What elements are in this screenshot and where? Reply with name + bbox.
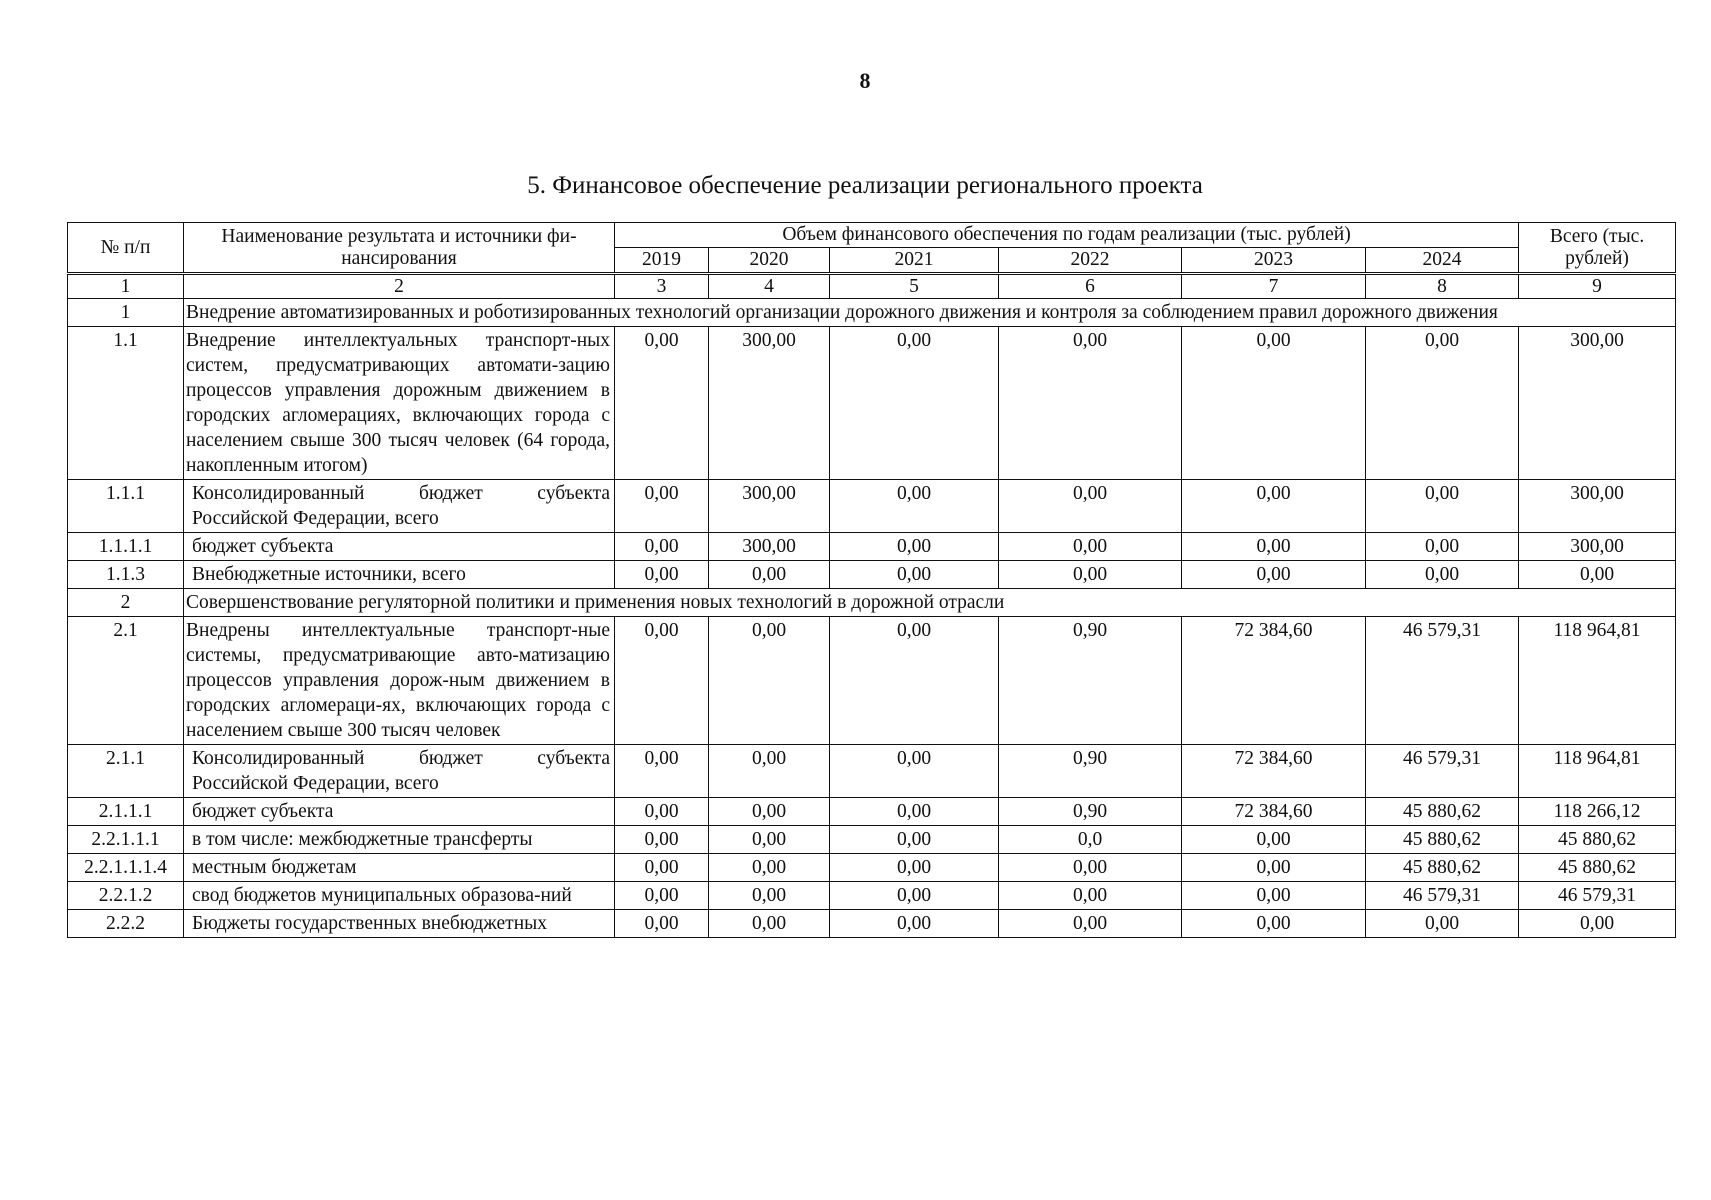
table-body <box>68 274 1676 938</box>
row-number: 2.2.1.1.1 <box>68 826 184 854</box>
row-value: 0,00 <box>999 533 1182 561</box>
column-number: 5 <box>830 274 999 299</box>
row-total: 0,00 <box>1519 910 1676 938</box>
row-value: 0,00 <box>1366 327 1519 480</box>
row-value: 0,00 <box>999 480 1182 533</box>
row-name: в том числе: межбюджетные трансферты <box>184 826 615 854</box>
row-total: 118 964,81 <box>1519 617 1676 745</box>
row-value: 0,00 <box>615 480 709 533</box>
row-value: 0,00 <box>999 910 1182 938</box>
row-value: 0,00 <box>830 826 999 854</box>
table-row <box>68 854 1676 882</box>
table-row <box>68 480 1676 533</box>
row-value: 46 579,31 <box>1366 617 1519 745</box>
row-number: 1.1.1.1 <box>68 533 184 561</box>
column-number: 8 <box>1366 274 1519 299</box>
row-value: 0,00 <box>830 745 999 798</box>
row-value: 0,00 <box>615 882 709 910</box>
row-value: 0,00 <box>830 327 999 480</box>
header-name: Наименование результата и источники фи-нансирования <box>184 223 615 274</box>
section-title: Внедрение автоматизированных и роботизированных технологий организации дорожного движения и контроля за соблюдением правил дорожного движения <box>184 299 1676 327</box>
page-number: 8 <box>859 68 871 93</box>
row-total: 46 579,31 <box>1519 882 1676 910</box>
header-year: 2021 <box>830 248 999 274</box>
row-value: 0,00 <box>999 882 1182 910</box>
table-row <box>68 826 1676 854</box>
row-value: 0,00 <box>709 910 830 938</box>
table-row <box>68 745 1676 798</box>
row-value: 300,00 <box>709 533 830 561</box>
column-number: 2 <box>184 274 615 299</box>
row-name: свод бюджетов муниципальных образова-ний <box>184 882 615 910</box>
row-value: 0,00 <box>709 854 830 882</box>
row-value: 0,00 <box>709 745 830 798</box>
header-total: Всего (тыс. рублей) <box>1519 223 1676 274</box>
row-value: 0,00 <box>615 826 709 854</box>
row-value: 0,00 <box>615 798 709 826</box>
row-number: 2.2.1.1.1.4 <box>68 854 184 882</box>
row-value: 0,00 <box>830 910 999 938</box>
row-value: 0,00 <box>1366 480 1519 533</box>
row-total: 0,00 <box>1519 561 1676 589</box>
row-name: Внедрены интеллектуальные транспорт-ные системы, предусматривающие авто-матизацию процессов управления дорож-ным движением в городских агломераци-ях, включающих города с населением свыше 300 тысяч человек <box>184 617 615 745</box>
row-number: 2 <box>68 589 184 617</box>
row-name: Внебюджетные источники, всего <box>184 561 615 589</box>
row-value: 72 384,60 <box>1182 745 1366 798</box>
row-value: 0,00 <box>830 617 999 745</box>
row-number: 2.1.1.1 <box>68 798 184 826</box>
row-value: 0,00 <box>830 882 999 910</box>
table-row <box>68 910 1676 938</box>
row-value: 0,00 <box>1182 480 1366 533</box>
row-number: 1.1.3 <box>68 561 184 589</box>
row-value: 0,00 <box>1182 533 1366 561</box>
header-row-1 <box>68 223 1676 248</box>
row-name: Консолидированный бюджет субъекта Российской Федерации, всего <box>184 480 615 533</box>
row-value: 0,00 <box>1366 533 1519 561</box>
row-value: 0,00 <box>999 561 1182 589</box>
row-number: 1.1 <box>68 327 184 480</box>
header-volume: Объем финансового обеспечения по годам реализации (тыс. рублей) <box>615 223 1519 248</box>
header-year: 2019 <box>615 248 709 274</box>
row-name: бюджет субъекта <box>184 533 615 561</box>
row-value: 0,00 <box>830 480 999 533</box>
table-row <box>68 882 1676 910</box>
row-total: 45 880,62 <box>1519 854 1676 882</box>
row-total: 300,00 <box>1519 327 1676 480</box>
row-value: 45 880,62 <box>1366 798 1519 826</box>
row-value: 0,90 <box>999 617 1182 745</box>
row-name: бюджет субъекта <box>184 798 615 826</box>
row-number: 1 <box>68 299 184 327</box>
header-year: 2023 <box>1182 248 1366 274</box>
row-value: 0,00 <box>999 854 1182 882</box>
section-row <box>68 299 1676 327</box>
section-row <box>68 589 1676 617</box>
row-value: 0,00 <box>615 854 709 882</box>
column-number: 1 <box>68 274 184 299</box>
row-value: 46 579,31 <box>1366 745 1519 798</box>
row-value: 0,00 <box>615 561 709 589</box>
row-value: 45 880,62 <box>1366 854 1519 882</box>
row-name: Консолидированный бюджет субъекта Российской Федерации, всего <box>184 745 615 798</box>
row-value: 0,00 <box>709 617 830 745</box>
row-value: 0,00 <box>1182 882 1366 910</box>
column-number: 4 <box>709 274 830 299</box>
row-value: 0,00 <box>709 882 830 910</box>
row-value: 0,90 <box>999 798 1182 826</box>
section-title: Совершенствование регуляторной политики и применения новых технологий в дорожной отрасли <box>184 589 1676 617</box>
row-value: 300,00 <box>709 327 830 480</box>
column-number: 6 <box>999 274 1182 299</box>
row-total: 300,00 <box>1519 533 1676 561</box>
financing-table <box>67 222 1676 938</box>
row-total: 118 266,12 <box>1519 798 1676 826</box>
row-total: 45 880,62 <box>1519 826 1676 854</box>
row-value: 0,00 <box>709 798 830 826</box>
row-name: Бюджеты государственных внебюджетных <box>184 910 615 938</box>
row-value: 72 384,60 <box>1182 617 1366 745</box>
row-number: 2.1 <box>68 617 184 745</box>
row-name: Внедрение интеллектуальных транспорт-ных систем, предусматривающих автомати-зацию процессов управления дорожным движением в городских агломерациях, включающих города с населением свыше 300 тысяч человек (64 города, накопленным итогом) <box>184 327 615 480</box>
row-value: 0,00 <box>1182 561 1366 589</box>
row-value: 0,00 <box>830 854 999 882</box>
row-value: 0,00 <box>615 327 709 480</box>
row-value: 0,0 <box>999 826 1182 854</box>
row-value: 0,00 <box>1182 910 1366 938</box>
row-value: 0,00 <box>615 533 709 561</box>
header-year: 2020 <box>709 248 830 274</box>
row-value: 0,00 <box>999 327 1182 480</box>
row-name: местным бюджетам <box>184 854 615 882</box>
row-value: 0,00 <box>830 561 999 589</box>
table-row <box>68 533 1676 561</box>
table-row <box>68 561 1676 589</box>
row-value: 0,00 <box>1366 910 1519 938</box>
row-value: 0,00 <box>615 745 709 798</box>
column-numbers-row <box>68 274 1676 299</box>
table-row <box>68 798 1676 826</box>
row-number: 2.2.2 <box>68 910 184 938</box>
row-value: 72 384,60 <box>1182 798 1366 826</box>
row-number: 1.1.1 <box>68 480 184 533</box>
row-number: 2.1.1 <box>68 745 184 798</box>
row-value: 0,00 <box>709 561 830 589</box>
table-row <box>68 327 1676 480</box>
row-value: 45 880,62 <box>1366 826 1519 854</box>
table-row <box>68 617 1676 745</box>
header-year: 2022 <box>999 248 1182 274</box>
header-year: 2024 <box>1366 248 1519 274</box>
row-value: 0,00 <box>615 617 709 745</box>
row-value: 300,00 <box>709 480 830 533</box>
row-value: 0,00 <box>1182 327 1366 480</box>
row-number: 2.2.1.2 <box>68 882 184 910</box>
row-value: 0,00 <box>830 533 999 561</box>
row-value: 0,00 <box>615 910 709 938</box>
row-value: 0,00 <box>709 826 830 854</box>
column-number: 9 <box>1519 274 1676 299</box>
header-no: № п/п <box>68 223 184 274</box>
row-value: 0,00 <box>830 798 999 826</box>
column-number: 7 <box>1182 274 1366 299</box>
row-value: 46 579,31 <box>1366 882 1519 910</box>
row-total: 300,00 <box>1519 480 1676 533</box>
row-value: 0,00 <box>1182 854 1366 882</box>
column-number: 3 <box>615 274 709 299</box>
row-value: 0,90 <box>999 745 1182 798</box>
row-value: 0,00 <box>1182 826 1366 854</box>
document-title: 5. Финансовое обеспечение реализации регионального проекта <box>527 172 1203 199</box>
row-total: 118 964,81 <box>1519 745 1676 798</box>
row-value: 0,00 <box>1366 561 1519 589</box>
